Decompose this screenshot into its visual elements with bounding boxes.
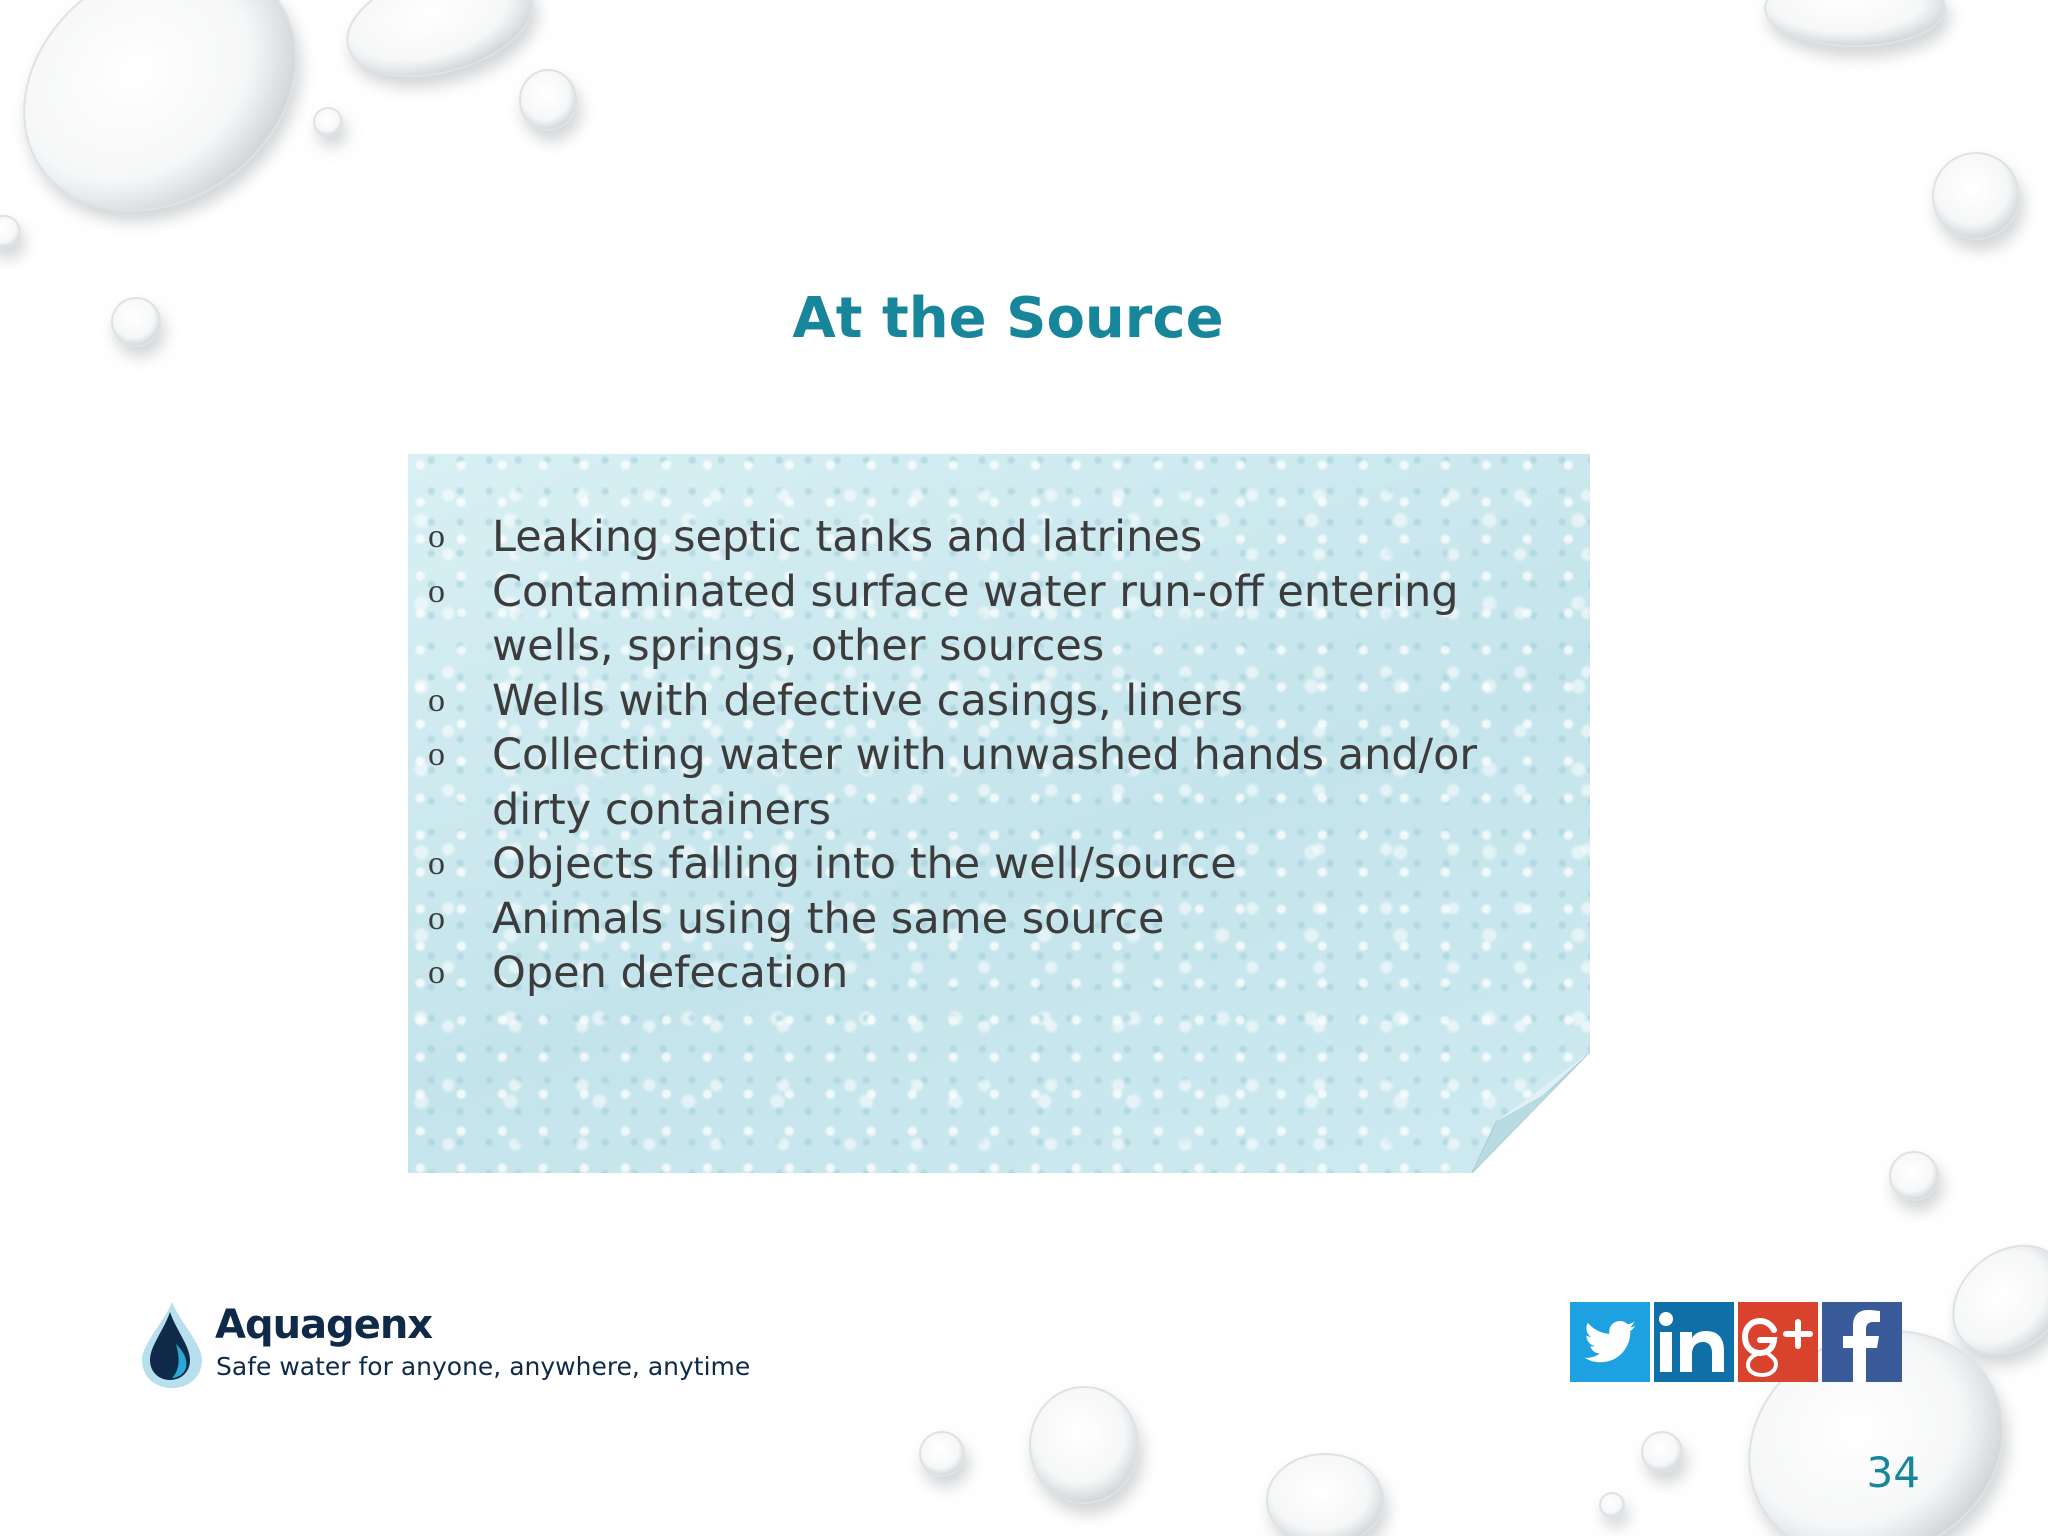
page-curl-decoration xyxy=(1472,1052,1590,1173)
aquagenx-logo xyxy=(140,1300,800,1390)
twitter-icon xyxy=(1582,1314,1638,1370)
bullet-marker: o xyxy=(428,845,445,882)
facebook-button[interactable] xyxy=(1822,1302,1902,1382)
list-item xyxy=(426,946,1576,1001)
list-item-text: Collecting water with unwashed hands and/or dirty containers xyxy=(492,730,1478,835)
list-item xyxy=(426,728,1576,837)
list-item-text: Contaminated surface water run-off entering wells, springs, other sources xyxy=(492,566,1459,671)
brand-name: Aquagenx xyxy=(215,1302,433,1348)
list-item-text: Open defecation xyxy=(492,948,849,998)
list-item-text: Animals using the same source xyxy=(492,893,1165,944)
bullet-marker: o xyxy=(428,736,445,773)
bullet-marker: o xyxy=(428,899,445,937)
list-item xyxy=(426,510,1576,565)
list-item xyxy=(426,892,1576,947)
page-number: 34 xyxy=(1866,1448,1920,1497)
list-item-text: Wells with defective casings, liners xyxy=(492,675,1243,726)
twitter-button[interactable] xyxy=(1570,1302,1650,1382)
list-item xyxy=(426,837,1576,892)
bullet-marker: o xyxy=(428,572,445,610)
facebook-icon xyxy=(1822,1302,1902,1382)
linkedin-button[interactable] xyxy=(1654,1302,1734,1382)
list-item xyxy=(426,565,1576,674)
bullet-list xyxy=(426,510,1576,1001)
list-item xyxy=(426,674,1576,729)
linkedin-icon xyxy=(1654,1302,1734,1382)
google-plus-icon xyxy=(1738,1302,1818,1382)
list-item-text: Leaking septic tanks and latrines xyxy=(492,512,1203,562)
brand-tagline: Safe water for anyone, anywhere, anytime xyxy=(216,1352,751,1381)
water-drop-icon xyxy=(140,1300,204,1390)
bullet-marker: o xyxy=(428,518,445,555)
slide-title: At the Source xyxy=(792,286,1224,351)
bullet-marker: o xyxy=(428,681,445,719)
list-item-text: Objects falling into the well/source xyxy=(492,839,1237,889)
google-plus-button[interactable] xyxy=(1738,1302,1818,1382)
bullet-marker: o xyxy=(428,954,445,991)
